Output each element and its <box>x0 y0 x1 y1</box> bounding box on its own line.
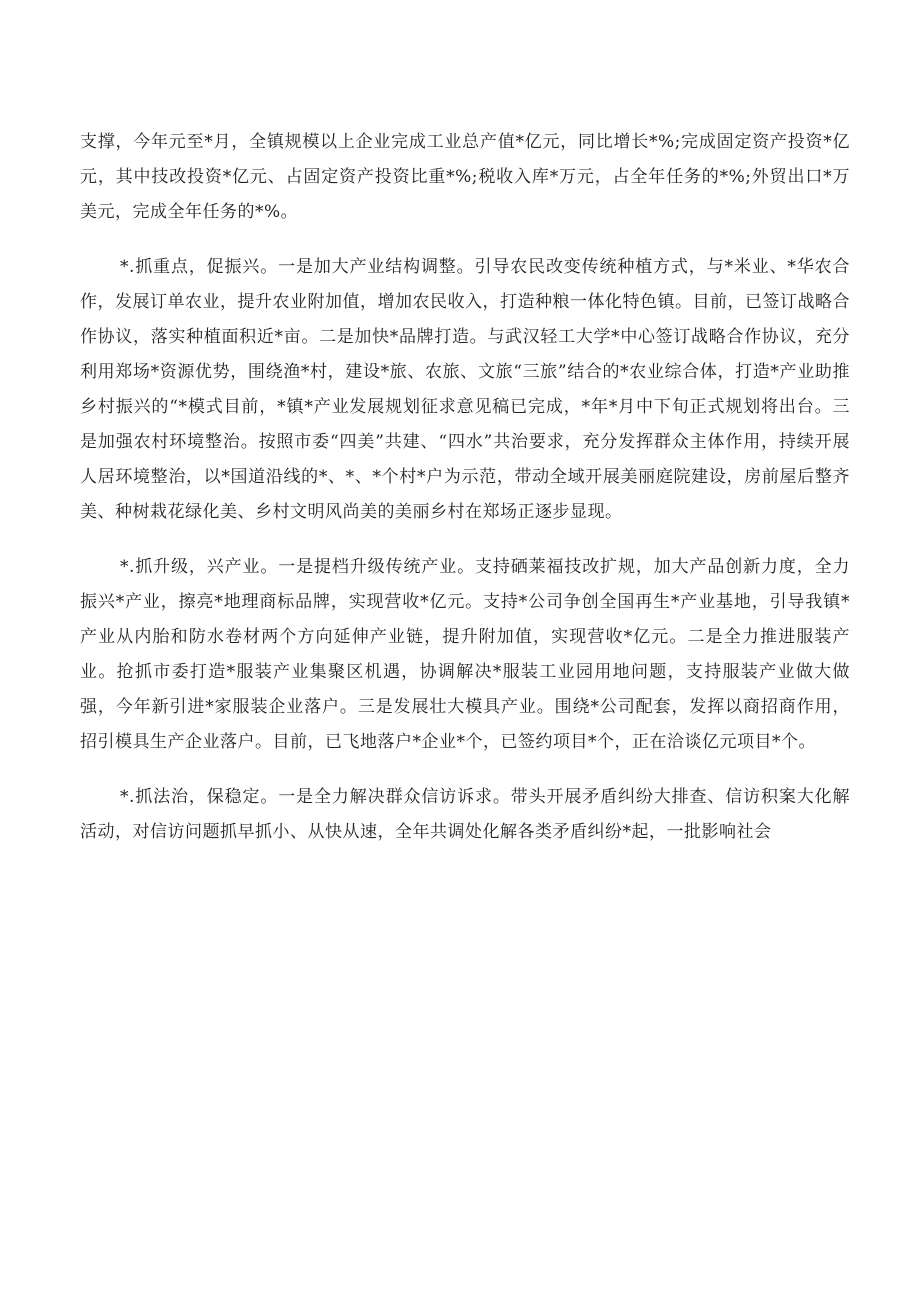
paragraph-industry-upgrade: *.抓升级，兴产业。一是提档升级传统产业。支持硒莱福技改扩规，加大产品创新力度，全力振兴*产业，擦亮*地理商标品牌，实现营收*亿元。支持*公司争创全国再生*产业基地，引导我镇*产业从内胎和防水卷材两个方向延伸产业链，提升附加值，实现营收*亿元。二是全力推进服装产业。抢抓市委打造*服装产业集聚区机遇，协调解决*服装工业园用地问题，支持服装产业做大做强，今年新引进*家服装企业落户。三是发展壮大模具产业。围绕*公司配套，发挥以商招商作用，招引模具生产企业落户。目前，已飞地落户*企业*个，已签约项目*个，正在洽谈亿元项目*个。 <box>80 557 850 752</box>
paragraph-rule-of-law: *.抓法治，保稳定。一是全力解决群众信访诉求。带头开展矛盾纠纷大排查、信访积案大化解活动，对信访问题抓早抓小、从快从速，全年共调处化解各类矛盾纠纷*起，一批影响社会 <box>80 787 850 842</box>
paragraph-promote-revitalization: *.抓重点，促振兴。一是加大产业结构调整。引导农民改变传统种植方式，与*米业、*华农合作，发展订单农业，提升农业附加值，增加农民收入，打造种粮一体化特色镇。目前，已签订战略合作协议，落实种植面积近*亩。二是加快*品牌打造。与武汉轻工大学*中心签订战略合作协议，充分利用郑场*资源优势，围绕渔*村，建设*旅、农旅、文旅“三旅”结合的*农业综合体，打造*产业助推乡村振兴的“*模式目前，*镇*产业发展规划征求意见稿已完成，*年*月中下旬正式规划将出台。三是加强农村环境整治。按照市委“四美”共建、“四水”共治要求，充分发挥群众主体作用，持续开展人居环境整治，以*国道沿线的*、*、*个村*户为示范，带动全域开展美丽庭院建设，房前屋后整齐美、种树栽花绿化美、乡村文明风尚美的美丽乡村在郑场正逐步显现。 <box>80 257 850 522</box>
document-body <box>80 125 850 870</box>
paragraph-continuation: 支撑，今年元至*月，全镇规模以上企业完成工业总产值*亿元，同比增长*%;完成固定资产投资*亿元，其中技改投资*亿元、占固定资产投资比重*%;税收入库*万元，占全年任务的*%;外贸出口*万美元，完成全年任务的*%。 <box>80 132 850 222</box>
